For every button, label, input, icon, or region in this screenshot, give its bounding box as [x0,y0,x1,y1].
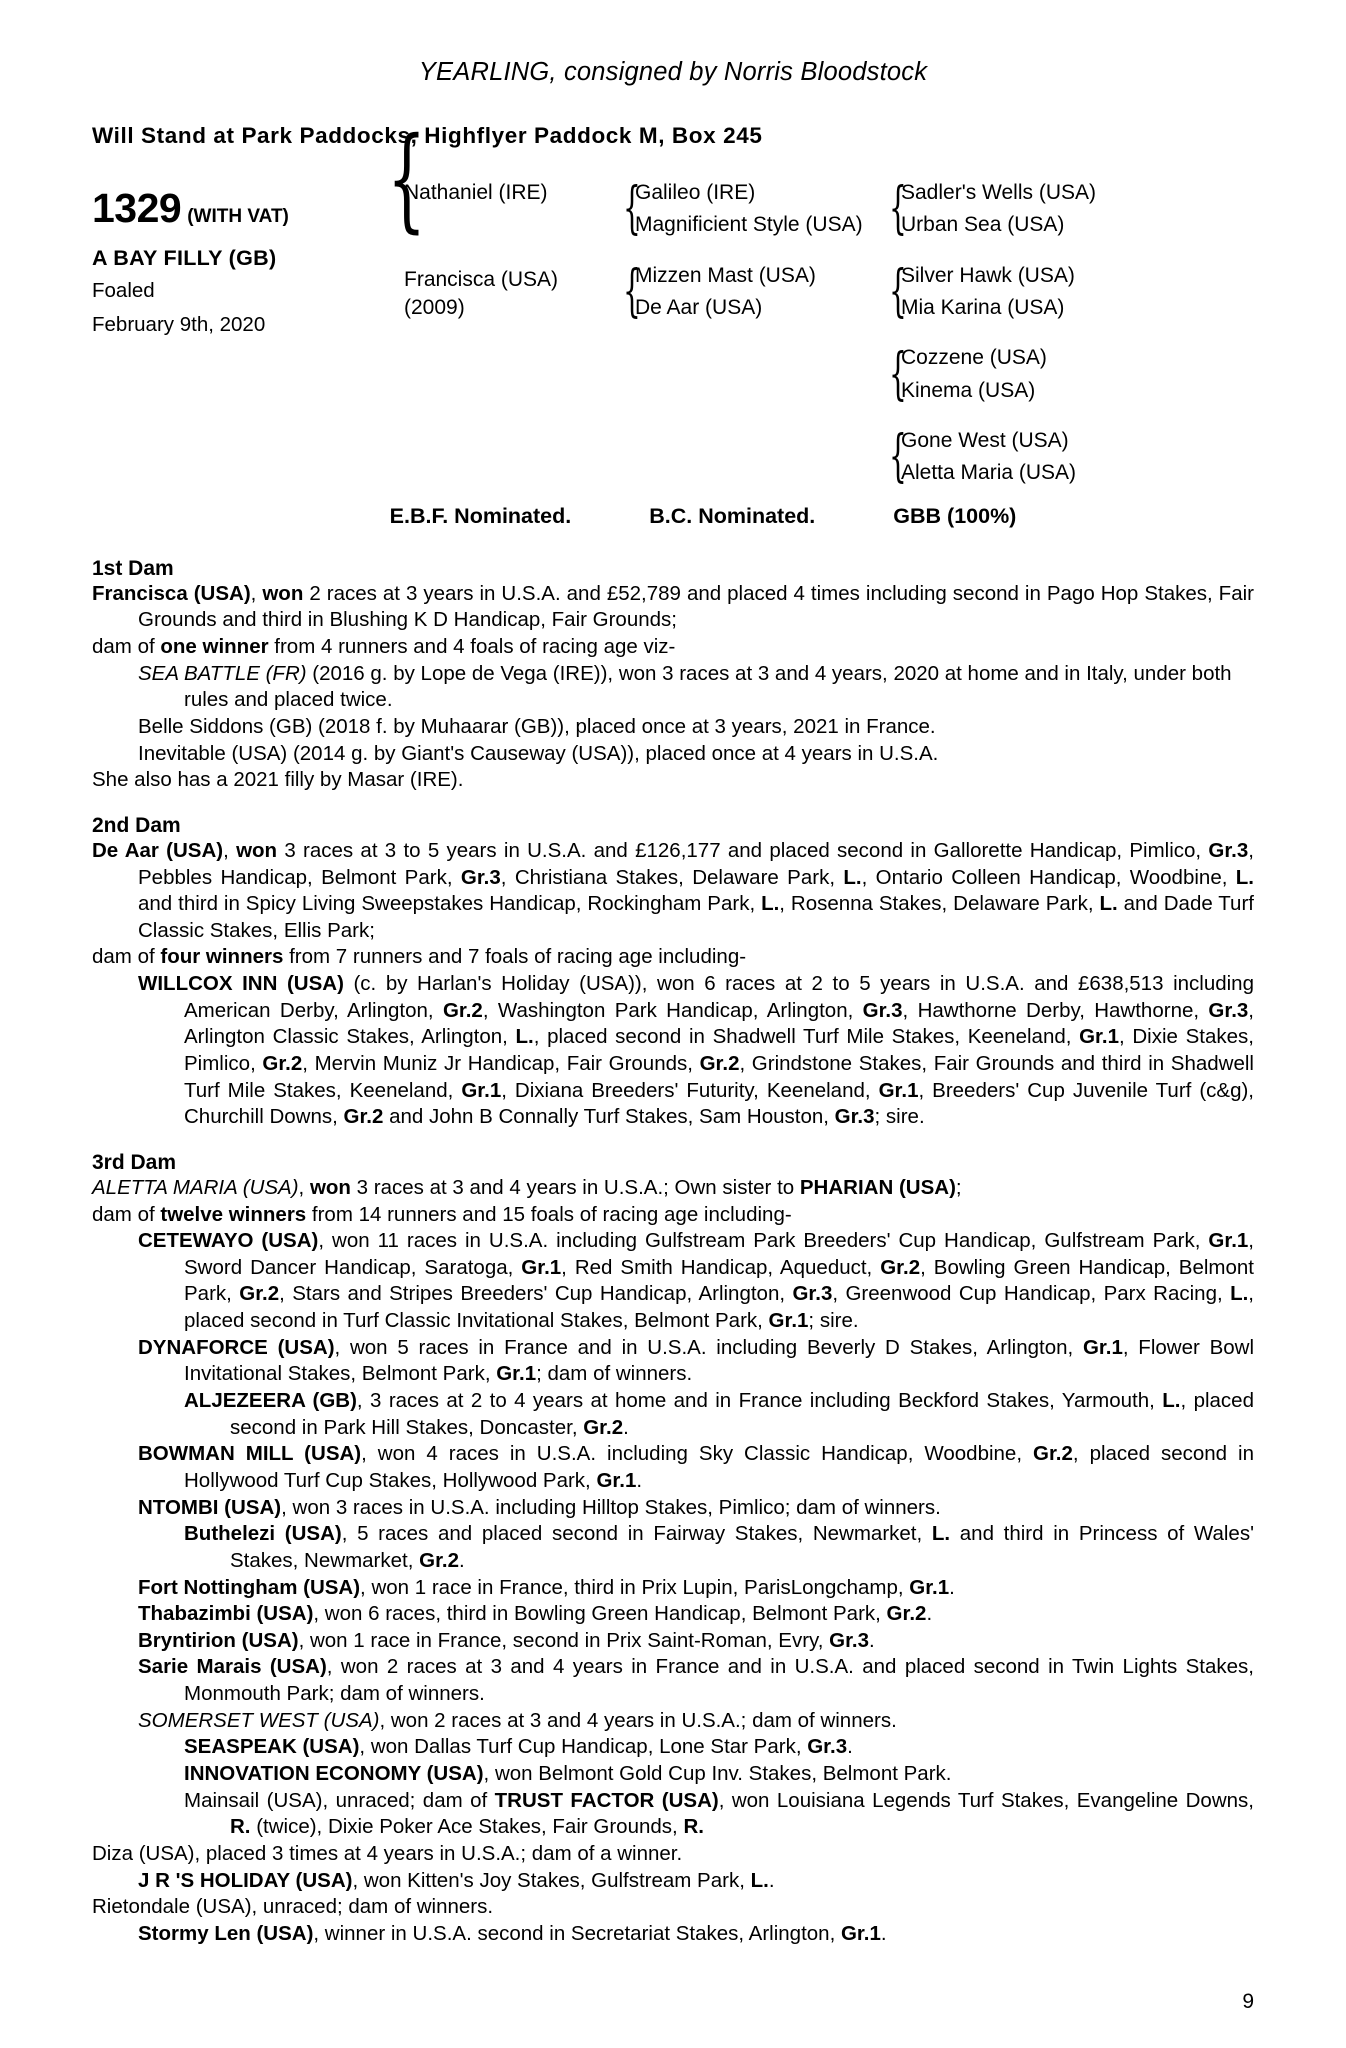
progeny-text: and third in Princess of Wales' Stakes, Newmarket, [230,1522,1254,1572]
lot-info [92,179,382,338]
progeny-entry [92,1628,1254,1655]
also-has-note: She also has a 2021 filly by Masar (IRE). [92,768,464,792]
progeny-text: , Breeders' Cup Juvenile Turf (c&g), Churchill Downs, [184,1078,1255,1129]
progeny-entry [92,1841,1254,1868]
vat-note: (WITH VAT) [187,206,289,227]
progeny-entry [92,1654,1254,1707]
progeny-name-or-grade: Gr.2 [886,1602,927,1626]
lot-number: 1329 [92,185,182,231]
g4-names-4 [901,427,1076,488]
progeny-text: . [636,1468,643,1492]
record-text: and Dade Turf Classic Stakes, Ellis Park; [138,892,1254,942]
progeny-text: ; sire. [874,1105,925,1129]
record-text: ; [955,1175,962,1199]
grade-label: Gr.2 [442,998,483,1022]
progeny-text: ; sire. [808,1309,859,1333]
won-label: won [262,581,304,605]
progeny-name-or-grade: Gr.1 [768,1309,809,1333]
grade-label: Gr.1 [878,1078,919,1102]
progeny-text: , placed second in Turf Classic Invitational Stakes, Belmont Park, [184,1282,1254,1333]
g4-name: Gone West (USA) [901,429,1069,453]
damof-suffix: from 14 runners and 15 foals of racing age including- [306,1202,792,1226]
progeny-text: , Bowling Green Handicap, Belmont Park, [184,1255,1254,1306]
progeny-entry [92,1788,1254,1841]
progeny-text: ; dam of winners. [536,1362,693,1386]
progeny-text: . [926,1602,933,1626]
progeny-entry [92,1601,1254,1628]
third-dam-damof [92,1202,1254,1229]
progeny-text: , won Louisiana Legends Turf Stakes, Evangeline Downs, [718,1788,1254,1812]
damof-prefix: dam of [92,945,161,969]
generation-3 [619,176,885,325]
g4-pair-4: { Gone West (USA) Aletta Maria (USA) [889,424,1077,490]
progeny-name-or-grade: Sarie Marais (USA) [138,1655,327,1679]
progeny-name-or-grade: R. [230,1815,251,1839]
progeny-entry [92,1761,1254,1788]
progeny-text: , placed second in Park Hill Stakes, Doncaster, [230,1389,1254,1439]
g4-pair-3: { Cozzene (USA) Kinema (USA) [889,341,1047,407]
dams-dam: De Aar (USA) [635,296,763,320]
progeny-name-or-grade: Gr.1 [909,1575,950,1599]
progeny-name-or-grade: Gr.1 [1082,1335,1123,1359]
g4-names-2 [901,262,1075,323]
progeny-name-or-grade: Gr.1 [521,1255,562,1279]
grade-label: Gr.3 [862,998,903,1022]
progeny-entry [92,1495,1254,1522]
progeny-entry [92,1335,1254,1388]
g4-names-1 [901,179,1096,240]
g4-name: Aletta Maria (USA) [901,461,1077,485]
progeny-name-or-grade: Gr.1 [1208,1229,1249,1253]
progeny-name-or-grade: CETEWAYO (USA) [138,1229,319,1253]
progeny-text: and John B Connally Turf Stakes, Sam Houston, [383,1105,835,1129]
won-label: won [236,838,278,862]
dam-year: (2009) [404,295,465,319]
dam-name-text: Francisca (USA) [404,268,559,292]
progeny-text: , won 2 races at 3 and 4 years in France and in U.S.A. and placed second in Twin Lights Stakes, Monmouth Park; dam of winners. [184,1655,1255,1706]
sep: , [250,581,263,605]
dam-parents [635,262,885,323]
progeny-text: , won Kitten's Joy Stakes, Gulfstream Park, [352,1868,751,1892]
third-dam-heading: 3rd Dam [92,1150,177,1174]
progeny-entry [92,661,1254,714]
second-dam-heading: 2nd Dam [92,813,181,837]
stand-location-line: Will Stand at Park Paddocks, Highflyer Paddock M, Box 245 [92,123,763,148]
grade-label: Gr.1 [461,1078,502,1102]
progeny-name: SEA BATTLE (FR) [138,661,307,685]
progeny-name-or-grade: Gr.2 [583,1415,624,1439]
winner-count: twelve winners [160,1202,307,1226]
progeny-text: , won Belmont Gold Cup Inv. Stakes, Belmont Park. [483,1762,952,1786]
gbb-status: GBB (100%) [893,503,1017,528]
second-dam-damof [92,944,1254,971]
listed-label: L. [515,1025,534,1049]
damof-prefix: dam of [92,635,161,659]
progeny-entry [92,1521,1254,1574]
progeny-text: , won 2 races at 3 and 4 years in U.S.A.; dam of winners. [379,1708,897,1732]
progeny-name-or-grade: Thabazimbi (USA) [138,1602,314,1626]
progeny-name-or-grade: L. [1230,1282,1249,1306]
page-number: 9 [1242,1990,1254,2013]
progeny-name-or-grade: TRUST FACTOR (USA) [494,1788,719,1812]
ebf-nominated: E.B.F. Nominated. [389,503,572,528]
progeny-name-or-grade: J R 'S HOLIDAY (USA) [138,1868,353,1892]
progeny-name-or-grade: Buthelezi (USA) [184,1522,342,1546]
generation-2 [404,179,619,321]
progeny-text: , won 11 races in U.S.A. including Gulfstream Park Breeders' Cup Handicap, Gulfstream Park, [318,1229,1209,1253]
winner-count: four winners [160,945,284,969]
g4-name: Mia Karina (USA) [901,296,1065,320]
progeny-name-or-grade: NTOMBI (USA) [138,1495,282,1519]
record-text: 3 races at 3 to 5 years in U.S.A. and £126,177 and placed second in Gallorette Handicap, Pimlico, [277,838,1209,862]
second-dam-para: De Aar (USA), won 3 races at 3 to 5 years in U.S.A. and £126,177 and placed second in Gallorette Handicap, Pimlico, Gr.3, Pebbles Handicap, Belmont Park, Gr.3, Christiana Stakes, Delaware Park, L., Ontario Colleen Handicap, Woodbine, L. and third in Spicy Living Sweepstakes Handicap, Rockingham Park, L., Rosenna Stakes, Delaware Park, L. and Dade Turf Classic Stakes, Ellis Park; [92,838,1254,942]
listed-label: L. [843,865,862,889]
progeny-entry [92,1894,1254,1921]
lot-number-line [92,185,382,232]
grade-label: Gr.1 [1079,1025,1119,1049]
progeny-entry: Inevitable (USA) (2014 g. by Giant's Causeway (USA)), placed once at 4 years in U.S.A. [138,741,939,765]
dams-sire: Mizzen Mast (USA) [635,263,816,287]
progeny-name-or-grade: L. [1162,1389,1181,1413]
progeny-text: . [623,1415,629,1439]
record-text: , Christiana Stakes, Delaware Park, [500,865,844,889]
grade-label: Gr.2 [262,1052,303,1075]
progeny-name-or-grade: Bryntirion (USA) [138,1628,299,1652]
progeny-text: , placed second in Hollywood Turf Cup Stakes, Hollywood Park, [184,1442,1254,1492]
progeny-text: (c. by Harlan's Holiday (USA)), won 6 races at 2 to 5 years in U.S.A. and £638,513 including American Derby, Arlington, [184,972,1254,1022]
progeny-name-or-grade: Stormy Len (USA) [138,1921,314,1945]
progeny-name-or-grade: Gr.2 [419,1548,460,1572]
progeny-name: SOMERSET WEST (USA) [138,1708,380,1732]
progeny-entry [92,1734,1254,1761]
sire-parents-group: { Galileo (IRE) Magnificient Style (USA) [619,179,885,240]
progeny-text: , Hawthorne Derby, Hawthorne, [902,998,1209,1022]
grade-label: Gr.2 [699,1052,740,1075]
g4-pair-1: { Sadler's Wells (USA) Urban Sea (USA) [889,176,1096,242]
pedigree-block: 1329 (WITH VAT) A BAY FILLY (GB) Foaled February 9th, 2020 { Nathaniel (IRE) Francisca (USA) (2009) { Galileo (IRE) Magnificient Style (USA) { Mizzen Mast (USA) De Aar (USA) { Sadler's Wells (USA) Urban Sea (USA) { Silver Hawk (USA) Mia Karina (USA) { Cozzene (USA) Kinema (USA) { Gone West (USA) Aletta Maria (USA) [92,114,1096,490]
third-dam-name: ALETTA MARIA (USA) [92,1175,299,1199]
progeny-name-or-grade: INNOVATION ECONOMY (USA) [184,1762,484,1786]
g4-name: Cozzene (USA) [901,346,1047,370]
progeny-text: Mainsail (USA), unraced; dam of [184,1788,495,1812]
damof-suffix: from 4 runners and 4 foals of racing age viz- [268,635,676,659]
record-text: , Pebbles Handicap, Belmont Park, [138,838,1254,889]
progeny-text: , won 4 races in U.S.A. including Sky Classic Handicap, Woodbine, [361,1442,1033,1466]
progeny-text: , Grindstone Stakes, Fair Grounds and third in Shadwell Turf Mile Stakes, Keeneland, [184,1052,1254,1102]
progeny-entry [92,1921,1254,1948]
horse-description: A BAY FILLY (GB) [92,246,277,270]
progeny-text: , Greenwood Cup Handicap, Parx Racing, [832,1282,1231,1306]
dam-name [404,266,619,321]
progeny-text: , 5 races and placed second in Fairway Stakes, Newmarket, [341,1522,932,1546]
progeny-text: . [949,1575,955,1599]
own-sister-name: PHARIAN (USA) [799,1175,956,1199]
first-dam-para [92,581,1254,634]
won-label: won [309,1175,351,1199]
progeny-text: , Dixiana Breeders' Futurity, Keeneland, [501,1078,879,1102]
consignor-line: YEARLING, consigned by Norris Bloodstock [418,58,928,86]
progeny-entry [92,1868,1254,1895]
first-dam-name: Francisca (USA) [92,581,251,605]
progeny-name-or-grade: BOWMAN MILL (USA) [138,1442,362,1466]
progeny-text: . [459,1548,465,1572]
progeny-text: , Dixie Stakes, Pimlico, [184,1025,1254,1075]
progeny-text: (twice), Dixie Poker Ace Stakes, Fair Grounds, [250,1815,684,1839]
progeny-name-or-grade: R. [683,1815,704,1839]
grade-label: Gr.3 [1208,998,1249,1022]
progeny-text: , winner in U.S.A. second in Secretariat Stakes, Arlington, [313,1921,841,1945]
progeny-text: , won 6 races, third in Bowling Green Handicap, Belmont Park, [313,1602,887,1626]
progeny-text: Diza (USA), placed 3 times at 4 years in U.S.A.; dam of a winner. [92,1841,683,1865]
progeny-text: , Mervin Muniz Jr Handicap, Fair Grounds, [302,1052,700,1075]
progeny-text: , won Dallas Turf Cup Handicap, Lone Star Park, [359,1735,808,1759]
first-dam-heading: 1st Dam [92,556,174,580]
foaled-label: Foaled [92,279,155,302]
damof-prefix: dam of [92,1202,161,1226]
progeny-text: , won 1 race in France, second in Prix Saint-Roman, Evry, [298,1628,830,1652]
progeny-text: . [847,1735,853,1759]
record-text: , Rosenna Stakes, Delaware Park, [779,892,1100,916]
progeny-entry [92,1228,1254,1335]
g4-name: Sadler's Wells (USA) [901,181,1096,204]
generation-4 [885,176,1096,490]
third-dam-para: ALETTA MARIA (USA), won 3 races at 3 and 4 years in U.S.A.; Own sister to PHARIAN (USA); [92,1175,962,1199]
progeny-text: , 3 races at 2 to 4 years at home and in France including Beckford Stakes, Yarmouth, [356,1389,1163,1413]
progeny-entry [92,971,1254,1131]
sires-dam: Magnificient Style (USA) [635,213,863,237]
sire-parents [635,179,885,240]
progeny-text: (2016 g. by Lope de Vega (IRE)), won 3 races at 3 and 4 years, 2020 at home and in Italy, under both rules and placed twice. [184,661,1232,712]
progeny-name-or-grade: L. [750,1868,769,1892]
progeny-name-or-grade: Gr.2 [1033,1442,1073,1466]
progeny-text: Rietondale (USA), unraced; dam of winners. [92,1895,494,1919]
progeny-entry [92,1575,1254,1602]
progeny-entry: Belle Siddons (GB) (2018 f. by Muhaarar (GB)), placed once at 3 years, 2021 in France. [138,714,936,738]
progeny-name-or-grade: DYNAFORCE (USA) [138,1335,335,1359]
g4-pair-2: { Silver Hawk (USA) Mia Karina (USA) [889,259,1075,325]
g4-name: Kinema (USA) [901,378,1036,402]
progeny-text: , Sword Dancer Handicap, Saratoga, [184,1229,1254,1279]
listed-label: L. [1099,892,1118,916]
progeny-name-or-grade: Gr.2 [239,1282,280,1306]
progeny-name: WILLCOX INN (USA) [138,972,344,996]
sires-sire: Galileo (IRE) [635,181,756,204]
progeny-name-or-grade: Gr.1 [496,1362,537,1386]
progeny-name-or-grade: L. [931,1522,951,1546]
progeny-entry [92,1708,1254,1735]
listed-label: L. [1235,865,1254,889]
grade-label: Gr.2 [343,1105,384,1129]
foaled-date: February 9th, 2020 [92,312,266,336]
first-dam-damof [92,634,1254,661]
g4-name: Silver Hawk (USA) [901,263,1075,287]
progeny-text: , Red Smith Handicap, Aqueduct, [561,1255,881,1279]
progeny-text: , won 3 races in U.S.A. including Hilltop Stakes, Pimlico; dam of winners. [281,1495,941,1519]
progeny-name-or-grade: Gr.3 [792,1282,833,1306]
grade-label: Gr.3 [460,865,501,889]
progeny-name-or-grade: Fort Nottingham (USA) [138,1575,361,1599]
progeny-text: , Stars and Stripes Breeders' Cup Handicap, Arlington, [279,1282,793,1306]
record-text: 3 races at 3 and 4 years in U.S.A.; Own sister to [350,1175,800,1199]
grade-label: Gr.3 [834,1105,875,1129]
bc-nominated: B.C. Nominated. [649,503,816,528]
sire-name: Nathaniel (IRE) [404,181,548,204]
second-dam-name: De Aar (USA) [92,838,224,862]
progeny-name-or-grade: SEASPEAK (USA) [184,1735,360,1759]
progeny-text: , won 5 races in France and in U.S.A. including Beverly D Stakes, Arlington, [334,1335,1083,1359]
progeny-text: , Arlington Classic Stakes, Arlington, [184,998,1254,1049]
first-dam-record: 2 races at 3 years in U.S.A. and £52,789 and placed 4 times including second in Pago Hop Stakes, Fair Grounds and third in Blushing K D Handicap, Fair Grounds; [138,581,1254,632]
progeny-text: , placed second in Shadwell Turf Mile Stakes, Keeneland, [533,1025,1080,1049]
damof-suffix: from 7 runners and 7 foals of racing age including- [283,945,747,969]
progeny-name-or-grade: Gr.1 [596,1468,637,1492]
progeny-text: . [869,1628,875,1652]
progeny-entry [92,1441,1254,1494]
nominations-row [92,504,1254,529]
g4-names-3 [901,344,1047,405]
progeny-name-or-grade: ALJEZEERA (GB) [184,1389,357,1413]
listed-label: L. [761,892,780,916]
progeny-text: . [880,1921,887,1945]
progeny-text: , won 1 race in France, third in Prix Lupin, ParisLongchamp, [360,1575,910,1599]
progeny-name-or-grade: Gr.3 [829,1628,870,1652]
third-dam-progeny-list [92,1228,1254,1947]
progeny-text: . [768,1868,775,1892]
winner-count: one winner [160,635,269,659]
grade-label: Gr.3 [1208,838,1249,862]
dam-parents-group: { Mizzen Mast (USA) De Aar (USA) [619,262,885,323]
progeny-text: , Flower Bowl Invitational Stakes, Belmont Park, [184,1335,1255,1386]
progeny-text: , Washington Park Handicap, Arlington, [482,998,863,1022]
progeny-name-or-grade: Gr.1 [840,1921,881,1945]
progeny-name-or-grade: Gr.3 [807,1735,848,1759]
record-text: , Ontario Colleen Handicap, Woodbine, [861,865,1236,889]
record-text: and third in Spicy Living Sweepstakes Handicap, Rockingham Park, [138,892,762,916]
progeny-name-or-grade: Gr.2 [880,1255,921,1279]
g4-name: Urban Sea (USA) [901,213,1065,237]
progeny-entry [92,1388,1254,1441]
